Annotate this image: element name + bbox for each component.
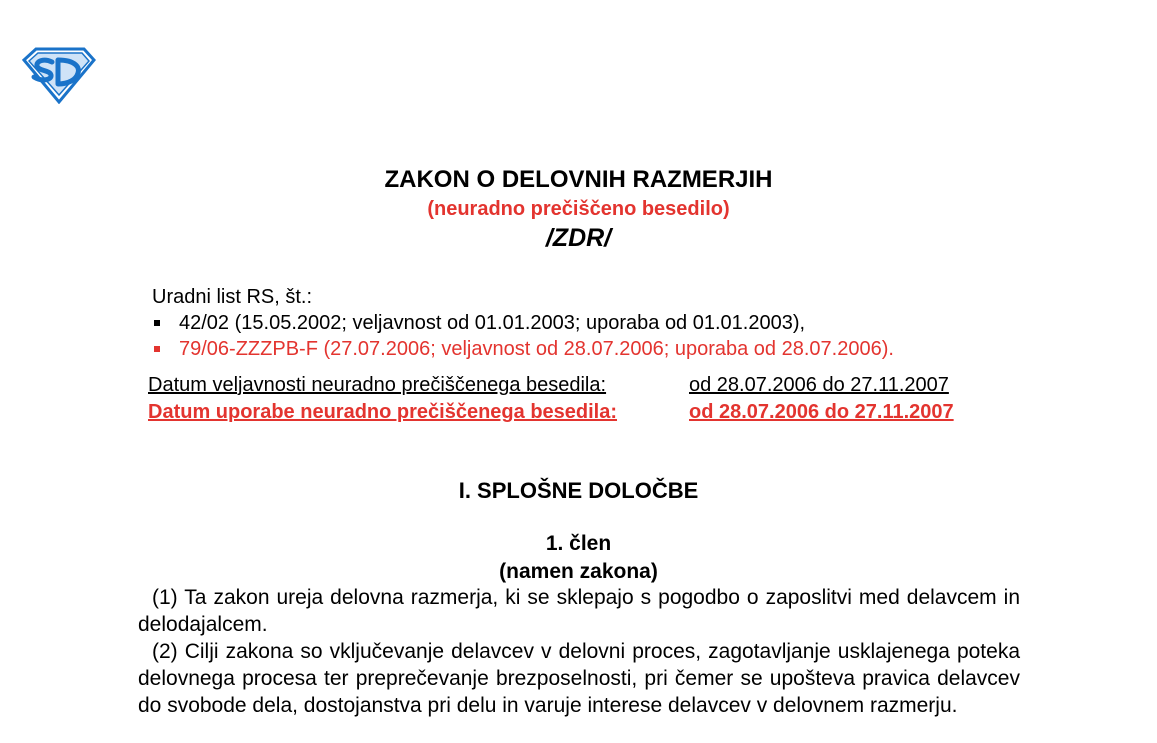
article-paragraph: (1) Ta zakon ureja delovna razmerja, ki se sklepajo s pogodbo o zaposlitvi med delavcem in delodajalcem. bbox=[138, 586, 1020, 636]
application-value: od 28.07.2006 do 27.11.2007 bbox=[689, 401, 954, 423]
bullet-icon bbox=[154, 320, 160, 326]
document-subtitle: (neuradno prečiščeno besedilo) bbox=[427, 198, 730, 220]
validity-label: Datum veljavnosti neuradno prečiščenega besedila: bbox=[148, 374, 607, 396]
gazette-item-text: 42/02 (15.05.2002; veljavnost od 01.01.2003; uporaba od 01.01.2003), bbox=[179, 312, 806, 334]
gazette-label: Uradni list RS, št.: bbox=[152, 286, 313, 308]
sd-logo-icon bbox=[22, 46, 96, 104]
gazette-item bbox=[152, 310, 894, 336]
validity-value: od 28.07.2006 do 27.11.2007 bbox=[689, 374, 949, 396]
article-number: 1. člen bbox=[545, 532, 612, 555]
chapter-heading: I. SPLOŠNE DOLOČBE bbox=[458, 478, 699, 503]
gazette-list bbox=[152, 310, 894, 362]
bullet-icon bbox=[154, 346, 160, 352]
article-paragraph: (2) Cilji zakona so vključevanje delavcev v delovni proces, zagotavljanje usklajenega poteka delovnega procesa ter preprečevanje brezposelnosti, pri čemer se upošteva pravica delavcev do svobode dela, dostojanstva pri delu in varuje interese delavcev v delovnem razmerju. bbox=[138, 640, 1020, 717]
article-body bbox=[138, 584, 1020, 719]
document-title: ZAKON O DELOVNIH RAZMERJIH bbox=[384, 166, 773, 193]
gazette-item-text: 79/06-ZZZPB-F (27.07.2006; veljavnost od 28.07.2006; uporaba od 28.07.2006). bbox=[179, 338, 894, 360]
article-name: (namen zakona) bbox=[499, 560, 658, 583]
gazette-item bbox=[152, 336, 894, 362]
document-abbreviation: /ZDR/ bbox=[545, 224, 612, 252]
gazette-block bbox=[152, 284, 894, 362]
application-label: Datum uporabe neuradno prečiščenega besedila: bbox=[148, 401, 618, 423]
